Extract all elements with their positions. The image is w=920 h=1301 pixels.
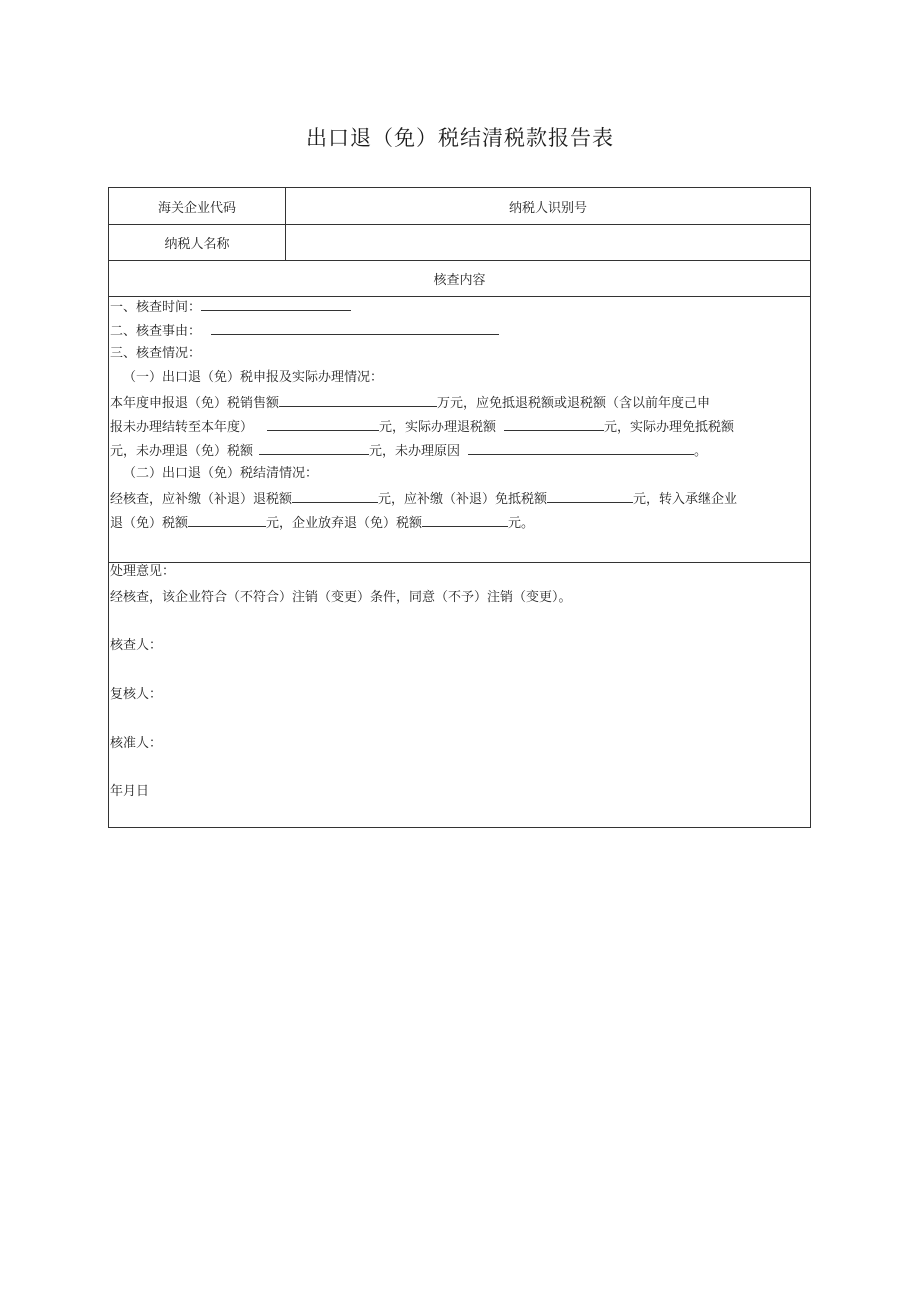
p2-text-f: 元。 (508, 516, 535, 531)
customs-code-label: 海关企业代码 (157, 200, 236, 216)
taxpayer-name-field[interactable] (286, 224, 810, 260)
check-time-blank[interactable] (201, 298, 351, 311)
p2-text-d: 退（免）税额 (110, 516, 189, 531)
p2-text-b: 元，应补缴（补退）免抵税额 (378, 492, 548, 507)
taxpayer-id-label: 纳税人识别号 (508, 200, 587, 216)
refund-amount-blank[interactable] (267, 418, 379, 431)
sub1-title: （一）出口退（免）税申报及实际办理情况： (123, 370, 384, 385)
report-form (108, 187, 811, 828)
paragraph2-line1 (110, 490, 737, 508)
p2-text-a: 经核查，应补缴（补退）退税额 (110, 492, 293, 507)
approver-label: 核准人： (110, 736, 163, 751)
check-time-line (110, 298, 351, 316)
transfer-amount-blank[interactable] (188, 514, 266, 527)
sales-amount-blank[interactable] (279, 394, 437, 407)
waived-amount-blank[interactable] (422, 514, 508, 527)
check-status-label: 三、核查情况： (110, 346, 202, 361)
paragraph1-line2 (110, 418, 734, 436)
checker-label: 核查人： (110, 638, 163, 653)
p1-text-a: 本年度申报退（免）税销售额 (110, 396, 280, 411)
paragraph1-line3 (110, 442, 707, 460)
supplement-refund-blank[interactable] (292, 490, 378, 503)
row-divider (109, 562, 810, 563)
check-content-header: 核查内容 (433, 272, 486, 288)
reviewer-label: 复核人： (110, 687, 163, 702)
check-reason-label: 二、核查事由： (110, 324, 202, 339)
taxpayer-name-label: 纳税人名称 (164, 236, 230, 252)
p1-text-c: 报未办理结转至本年度） (110, 420, 254, 435)
check-time-label: 一、核查时间： (110, 300, 202, 315)
date-label: 年月日 (110, 784, 150, 799)
actual-refund-blank[interactable] (504, 418, 604, 431)
p1-text-h: 。 (694, 444, 708, 459)
p1-text-f: 元，未办理退（免）税额 (110, 444, 254, 459)
p1-text-d: 元，实际办理退税额 (379, 420, 497, 435)
p1-text-b: 万元，应免抵退税额或退税额（含以前年度己申 (437, 396, 711, 411)
opinion-text: 经核查，该企业符合（不符合）注销（变更）条件，同意（不予）注销（变更）。 (110, 590, 572, 605)
supplement-exempt-blank[interactable] (547, 490, 633, 503)
row-divider (109, 296, 810, 297)
paragraph1-line1 (110, 394, 710, 412)
p2-text-c: 元，转入承继企业 (633, 492, 738, 507)
check-reason-line (110, 322, 499, 340)
opinion-label: 处理意见： (110, 564, 176, 579)
page-title: 出口退（免）税结清税款报告表 (306, 126, 614, 150)
p1-text-e: 元，实际办理免抵税额 (604, 420, 735, 435)
unprocessed-reason-blank[interactable] (468, 442, 694, 455)
p1-text-g: 元，未办理原因 (369, 444, 461, 459)
p2-text-e: 元，企业放弃退（免）税额 (266, 516, 423, 531)
unprocessed-amount-blank[interactable] (259, 442, 369, 455)
check-reason-blank[interactable] (211, 322, 499, 335)
sub2-title: （二）出口退（免）税结清情况： (123, 466, 319, 481)
paragraph2-line2 (110, 514, 534, 532)
